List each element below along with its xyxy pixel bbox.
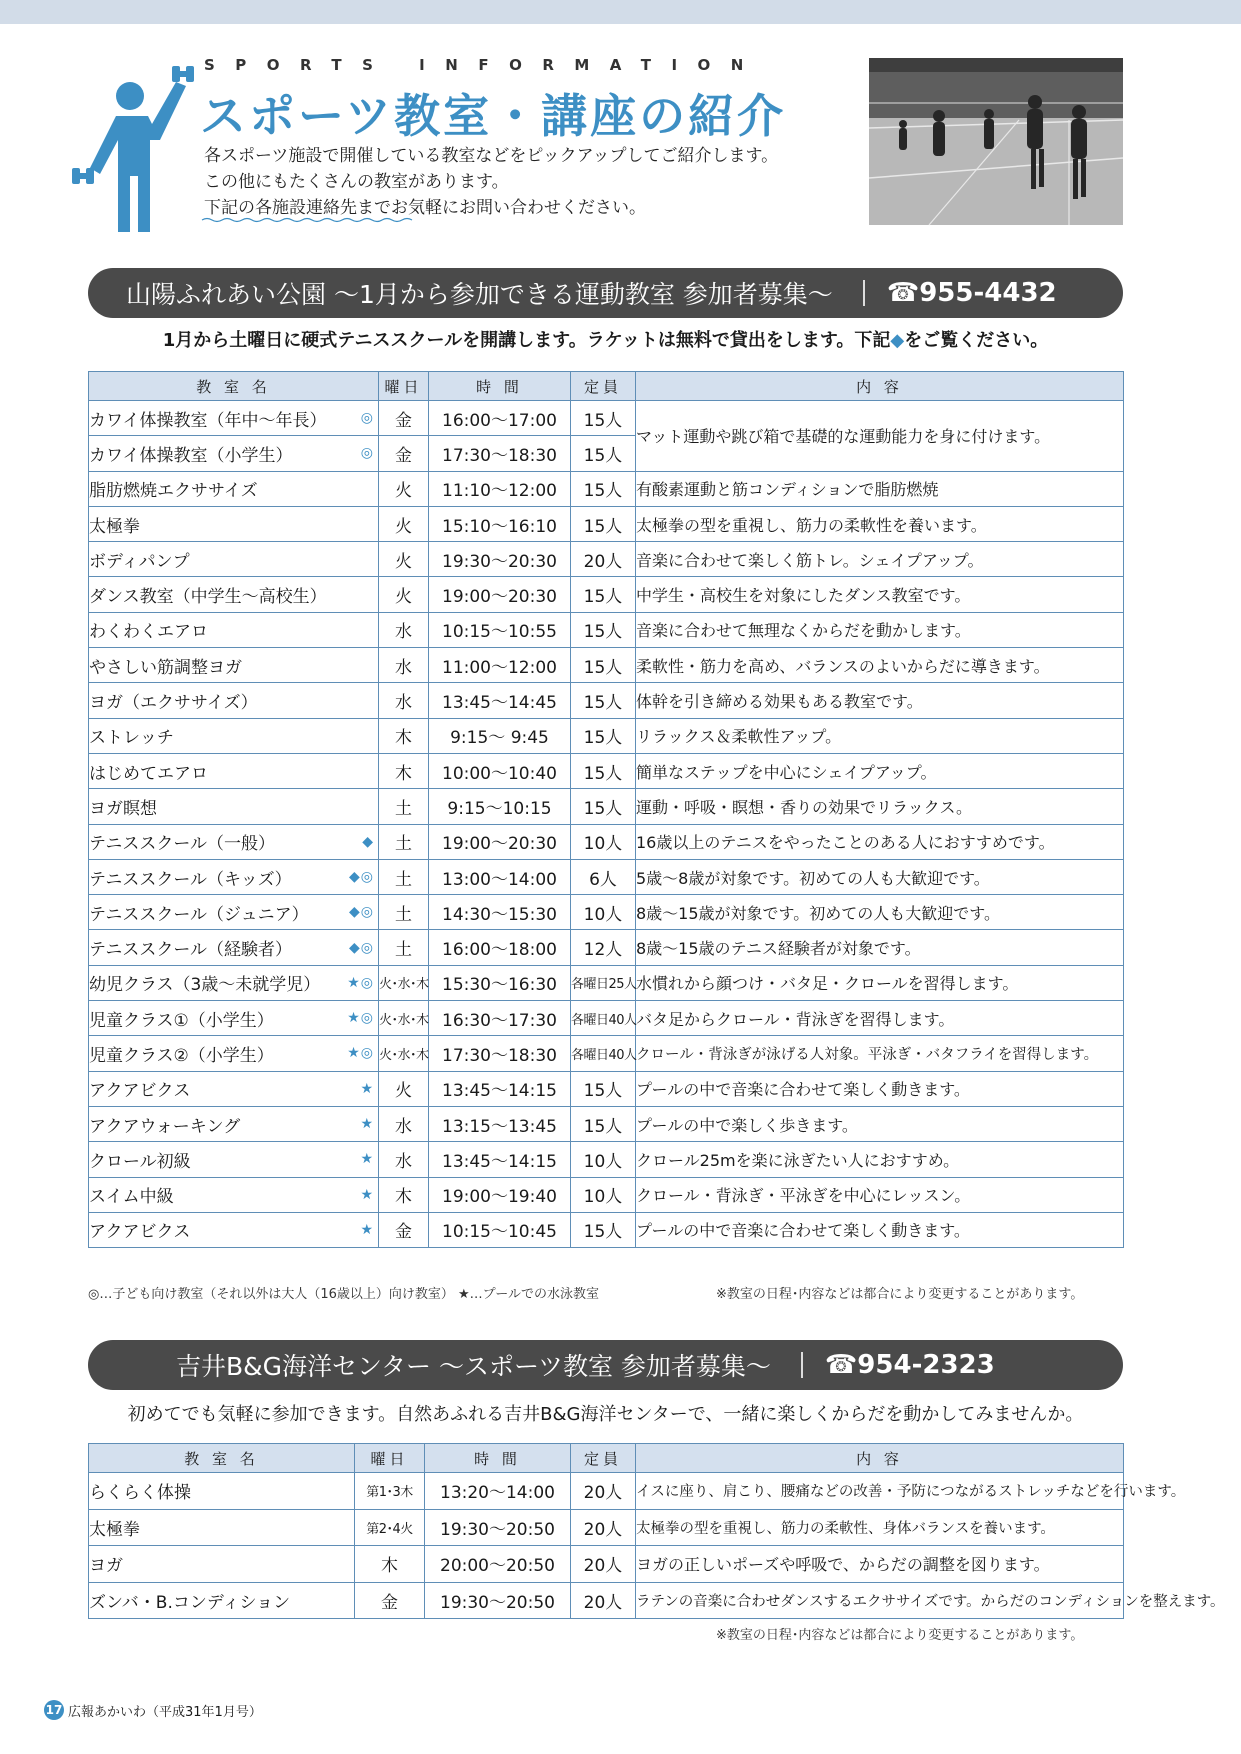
class-description: 音楽に合わせて楽しく筋トレ。シェイプアップ。 (636, 542, 1124, 577)
class-day: 木 (379, 753, 429, 788)
table-row (89, 965, 1124, 1000)
table-row (89, 1473, 1124, 1510)
class-description: 5歳～8歳が対象です。初めての人も大歓迎です。 (636, 859, 1124, 894)
class-name: ストレッチ (89, 728, 174, 749)
class-description: 有酸素運動と筋コンディションで脂肪燃焼 (636, 471, 1124, 506)
class-name-cell (89, 789, 379, 824)
table-row (89, 789, 1124, 824)
table-row (89, 506, 1124, 541)
class-time: 10:15～10:45 (429, 1212, 571, 1247)
class-name-wrap (89, 547, 378, 572)
class-mark: ★ (360, 1080, 374, 1097)
class-day: 第2･4火 (355, 1509, 425, 1546)
class-time: 20:00～20:50 (425, 1546, 571, 1583)
table-row (89, 542, 1124, 577)
class-day: 木 (379, 718, 429, 753)
class-description: 太極拳の型を重視し、筋力の柔軟性を養います。 (636, 506, 1124, 541)
class-name-wrap (89, 476, 378, 501)
class-description: プールの中で楽しく歩きます。 (636, 1106, 1124, 1141)
class-description: 8歳～15歳が対象です。初めての人も大歓迎です。 (636, 895, 1124, 930)
class-capacity: 20人 (571, 1473, 636, 1510)
section1-lead-text-end: をご覧ください。 (904, 330, 1049, 351)
class-name-wrap (89, 1217, 378, 1242)
class-mark: ◆ (362, 833, 374, 850)
section1-title: 山陽ふれあい公園 ～1月から参加できる運動教室 参加者募集～ (126, 280, 833, 309)
class-day: 水 (379, 1142, 429, 1177)
change-note: ※教室の日程･内容などは都合により変更することがあります。 (716, 1628, 1084, 1643)
col-header-name: 教 室 名 (89, 372, 379, 401)
class-name: アクアウォーキング (89, 1116, 241, 1137)
table-row (89, 1582, 1124, 1619)
class-time: 16:00～18:00 (429, 930, 571, 965)
table-row (89, 1142, 1124, 1177)
class-capacity: 10人 (571, 1177, 636, 1212)
class-name-wrap (89, 617, 378, 642)
class-name-cell (89, 1212, 379, 1247)
col-header-name: 教 室 名 (89, 1444, 355, 1473)
banner-separator (801, 1352, 803, 1378)
class-mark: ★ (360, 1151, 374, 1168)
class-day: 火･水･木 (379, 1001, 429, 1036)
table-row (89, 1212, 1124, 1247)
class-name: ヨガ瞑想 (89, 798, 157, 819)
section2-lead: 初めてでも気軽に参加できます。自然あふれる吉井B&G海洋センターで、一緒に楽しくからだを動かしてみませんか。 (127, 1404, 1084, 1425)
class-day: 土 (379, 824, 429, 859)
class-name-wrap (89, 688, 378, 713)
table-row (89, 401, 1124, 436)
class-name: 幼児クラス（3歳～未就学児） (89, 975, 321, 996)
table-row (89, 930, 1124, 965)
class-name: らくらく体操 (89, 1473, 355, 1510)
class-name-cell (89, 718, 379, 753)
class-name-wrap (89, 1041, 378, 1066)
table-row (89, 1071, 1124, 1106)
class-time: 10:15～10:55 (429, 612, 571, 647)
class-name-wrap (89, 829, 378, 854)
class-name-cell (89, 1106, 379, 1141)
class-day: 木 (379, 1177, 429, 1212)
class-name-wrap (89, 653, 378, 678)
class-name-cell (89, 930, 379, 965)
class-capacity: 各曜日40人 (571, 1001, 636, 1036)
class-name: 児童クラス②（小学生） (89, 1045, 274, 1066)
class-name-wrap (89, 582, 378, 607)
class-day: 水 (379, 612, 429, 647)
class-description: 太極拳の型を重視し、筋力の柔軟性、身体バランスを養います。 (636, 1509, 1124, 1546)
class-capacity: 15人 (571, 401, 636, 436)
class-name: はじめてエアロ (89, 763, 208, 784)
table-row (89, 577, 1124, 612)
class-name-cell (89, 824, 379, 859)
page-footer (44, 1700, 262, 1720)
class-name-wrap (89, 935, 378, 960)
class-name: テニススクール（ジュニア） (89, 904, 309, 925)
table-row (89, 753, 1124, 788)
class-capacity: 20人 (571, 542, 636, 577)
class-day: 土 (379, 859, 429, 894)
class-description: プールの中で音楽に合わせて楽しく動きます。 (636, 1212, 1124, 1247)
class-day: 火･水･木 (379, 965, 429, 1000)
section2-phone: ☎954-2323 (824, 1350, 995, 1380)
banner-separator (863, 280, 865, 306)
class-name-wrap (89, 865, 378, 890)
class-day: 土 (379, 789, 429, 824)
class-time: 17:30～18:30 (429, 436, 571, 471)
class-time: 13:45～14:45 (429, 683, 571, 718)
table-row (89, 1177, 1124, 1212)
class-time: 19:00～20:30 (429, 824, 571, 859)
class-name: 太極拳 (89, 1509, 355, 1546)
class-day: 金 (379, 401, 429, 436)
class-name: スイム中級 (89, 1187, 174, 1208)
table-row (89, 1546, 1124, 1583)
class-capacity: 15人 (571, 577, 636, 612)
class-name-cell (89, 683, 379, 718)
class-name-wrap (89, 1006, 378, 1031)
class-name: クロール初級 (89, 1151, 191, 1172)
class-time: 13:20～14:00 (425, 1473, 571, 1510)
section2-table (88, 1443, 1225, 1619)
class-name-wrap (89, 900, 378, 925)
class-name-cell (89, 965, 379, 1000)
class-time: 19:30～20:30 (429, 542, 571, 577)
col-header-content: 内 容 (636, 372, 1124, 401)
class-day: 火 (379, 542, 429, 577)
class-time: 13:15～13:45 (429, 1106, 571, 1141)
intro-line: 下記の各施設連絡先までお気軽にお問い合わせください。 (204, 198, 646, 218)
class-capacity: 15人 (571, 1212, 636, 1247)
class-name-wrap (89, 512, 378, 537)
page-title: スポーツ教室・講座の紹介 (200, 89, 787, 143)
class-time: 15:10～16:10 (429, 506, 571, 541)
class-name-cell (89, 1071, 379, 1106)
class-time: 10:00～10:40 (429, 753, 571, 788)
class-name: やさしい筋調整ヨガ (89, 657, 242, 678)
legend-note: ◎…子ども向け教室（それ以外は大人（16歳以上）向け教室） ★…プールでの水泳教室 (88, 1287, 600, 1302)
class-capacity: 12人 (571, 930, 636, 965)
table-row (89, 1001, 1124, 1036)
class-name: ヨガ（エクササイズ） (89, 693, 258, 714)
table-row (89, 824, 1124, 859)
class-name: ヨガ (89, 1546, 355, 1583)
class-name-wrap (89, 1112, 378, 1137)
table-header-row (89, 372, 1124, 401)
class-capacity: 15人 (571, 789, 636, 824)
diamond-mark: ◆ (890, 330, 905, 351)
class-name-wrap (89, 723, 378, 748)
class-name: 太極拳 (89, 516, 140, 537)
table-row (89, 1106, 1124, 1141)
class-description: 体幹を引き締める効果もある教室です。 (636, 683, 1124, 718)
class-time: 19:30～20:50 (425, 1509, 571, 1546)
class-name-cell (89, 542, 379, 577)
class-time: 19:00～20:30 (429, 577, 571, 612)
class-capacity: 15人 (571, 612, 636, 647)
weightlifter-icon (72, 64, 192, 234)
class-capacity: 15人 (571, 753, 636, 788)
class-name: カワイ体操教室（年中～年長） (89, 410, 327, 431)
class-name-cell (89, 753, 379, 788)
sports-information-kicker: SPORTS INFORMATION (204, 56, 764, 74)
col-header-capacity: 定員 (571, 372, 636, 401)
intro-text (204, 143, 778, 221)
table-header-row (89, 1444, 1124, 1473)
class-time: 15:30～16:30 (429, 965, 571, 1000)
class-mark: ★◎ (347, 1010, 374, 1027)
wavy-underline (202, 217, 412, 223)
col-header-time: 時 間 (429, 372, 571, 401)
class-name-cell (89, 436, 379, 471)
table-row (89, 471, 1124, 506)
class-capacity: 20人 (571, 1582, 636, 1619)
class-time: 19:30～20:50 (425, 1582, 571, 1619)
col-header-capacity: 定員 (571, 1444, 636, 1473)
class-name-cell (89, 1036, 379, 1071)
class-name-cell (89, 401, 379, 436)
class-capacity: 15人 (571, 718, 636, 753)
class-capacity: 6人 (571, 859, 636, 894)
class-name-wrap (89, 759, 378, 784)
gym-photo (869, 58, 1123, 225)
table-row (89, 1036, 1124, 1071)
page-number: 17 (44, 1700, 64, 1720)
class-day: 木 (355, 1546, 425, 1583)
class-description: プールの中で音楽に合わせて楽しく動きます。 (636, 1071, 1124, 1106)
class-description: バタ足からクロール・背泳ぎを習得します。 (636, 1001, 1124, 1036)
class-mark: ◆◎ (349, 869, 374, 885)
table-row (89, 648, 1124, 683)
class-mark: ◆◎ (349, 904, 374, 921)
class-name-cell (89, 577, 379, 612)
class-mark: ★ (360, 1221, 374, 1238)
class-description: クロール・背泳ぎが泳げる人対象。平泳ぎ・バタフライを習得します。 (636, 1036, 1124, 1071)
class-name-wrap (89, 970, 378, 995)
class-description: 水慣れから顔つけ・バタ足・クロールを習得します。 (636, 965, 1124, 1000)
publication-name: 広報あかいわ（平成31年1月号） (68, 1704, 262, 1720)
class-capacity: 20人 (571, 1546, 636, 1583)
class-description: リラックス＆柔軟性アップ。 (636, 718, 1124, 753)
class-name: ズンバ・B.コンディション (89, 1582, 355, 1619)
class-name-wrap (89, 1147, 378, 1172)
class-name: 脂肪燃焼エクササイズ (89, 481, 258, 502)
class-name-wrap (89, 1076, 378, 1101)
class-name-cell (89, 506, 379, 541)
class-mark: ★ (360, 1116, 374, 1133)
class-name-cell (89, 1001, 379, 1036)
class-description: クロール・背泳ぎ・平泳ぎを中心にレッスン。 (636, 1177, 1124, 1212)
class-name-wrap (89, 1182, 378, 1207)
class-description: 運動・呼吸・瞑想・香りの効果でリラックス。 (636, 789, 1124, 824)
class-capacity: 15人 (571, 436, 636, 471)
class-time: 9:15～ 9:45 (429, 718, 571, 753)
class-day: 火 (379, 577, 429, 612)
class-name-cell (89, 859, 379, 894)
table-row (89, 612, 1124, 647)
class-time: 19:00～19:40 (429, 1177, 571, 1212)
class-mark: ◎ (360, 410, 374, 427)
class-time: 14:30～15:30 (429, 895, 571, 930)
table-row (89, 718, 1124, 753)
class-capacity: 15人 (571, 471, 636, 506)
class-day: 金 (379, 436, 429, 471)
class-day: 火･水･木 (379, 1036, 429, 1071)
class-day: 金 (355, 1582, 425, 1619)
class-name: カワイ体操教室（小学生） (89, 445, 293, 466)
class-mark: ◎ (360, 445, 374, 462)
class-description: イスに座り、肩こり、腰痛などの改善・予防につながるストレッチなどを行います。 (636, 1473, 1124, 1510)
class-description: 中学生・高校生を対象にしたダンス教室です。 (636, 577, 1124, 612)
class-description: 16歳以上のテニスをやったことのある人におすすめです。 (636, 824, 1124, 859)
section1-lead (88, 326, 1123, 352)
class-mark: ★◎ (347, 974, 374, 991)
class-name-wrap (89, 794, 378, 819)
class-description: クロール25mを楽に泳ぎたい人におすすめ。 (636, 1142, 1124, 1177)
class-capacity: 各曜日40人 (571, 1036, 636, 1071)
class-time: 11:00～12:00 (429, 648, 571, 683)
table-row (89, 859, 1124, 894)
class-day: 金 (379, 1212, 429, 1247)
section2-banner (88, 1340, 1123, 1390)
class-day: 土 (379, 895, 429, 930)
class-description: 柔軟性・筋力を高め、バランスのよいからだに導きます。 (636, 648, 1124, 683)
class-day: 第1･3木 (355, 1473, 425, 1510)
section1-phone: ☎955-4432 (886, 278, 1057, 308)
col-header-content: 内 容 (636, 1444, 1124, 1473)
class-capacity: 15人 (571, 648, 636, 683)
class-time: 16:30～17:30 (429, 1001, 571, 1036)
class-description: マット運動や跳び箱で基礎的な運動能力を身に付けます。 (636, 401, 1124, 472)
class-name: 児童クラス①（小学生） (89, 1010, 274, 1031)
class-capacity: 15人 (571, 1106, 636, 1141)
col-header-day: 曜日 (379, 372, 429, 401)
intro-line: 各スポーツ施設で開催している教室などをピックアップしてご紹介します。 (204, 146, 779, 166)
class-day: 火 (379, 506, 429, 541)
class-capacity: 各曜日25人 (571, 965, 636, 1000)
class-description: 音楽に合わせて無理なくからだを動かします。 (636, 612, 1124, 647)
col-header-day: 曜日 (355, 1444, 425, 1473)
class-time: 16:00～17:00 (429, 401, 571, 436)
table-row (89, 895, 1124, 930)
class-day: 水 (379, 648, 429, 683)
class-name-cell (89, 612, 379, 647)
intro-line: この他にもたくさんの教室があります。 (204, 172, 509, 192)
col-header-time: 時 間 (425, 1444, 571, 1473)
class-name-wrap (89, 406, 378, 431)
class-description: 8歳～15歳のテニス経験者が対象です。 (636, 930, 1124, 965)
section1-table (88, 371, 1124, 1248)
class-name: アクアビクス (89, 1222, 191, 1243)
class-time: 13:00～14:00 (429, 859, 571, 894)
class-name-cell (89, 895, 379, 930)
class-name-cell (89, 648, 379, 683)
class-capacity: 15人 (571, 506, 636, 541)
class-time: 9:15～10:15 (429, 789, 571, 824)
table-row (89, 1509, 1124, 1546)
class-capacity: 15人 (571, 1071, 636, 1106)
class-mark: ◆◎ (349, 939, 374, 956)
class-name: テニススクール（キッズ） (89, 869, 292, 890)
class-capacity: 10人 (571, 895, 636, 930)
class-capacity: 10人 (571, 824, 636, 859)
class-time: 11:10～12:00 (429, 471, 571, 506)
class-time: 17:30～18:30 (429, 1036, 571, 1071)
table-row (89, 683, 1124, 718)
class-name-cell (89, 1177, 379, 1212)
class-time: 13:45～14:15 (429, 1071, 571, 1106)
class-capacity: 10人 (571, 1142, 636, 1177)
class-name: ボディパンプ (89, 551, 190, 572)
class-name: アクアビクス (89, 1081, 191, 1102)
top-band (0, 0, 1241, 24)
class-mark: ★◎ (347, 1045, 374, 1062)
class-name: わくわくエアロ (89, 622, 208, 643)
class-day: 水 (379, 683, 429, 718)
class-name-wrap (89, 441, 378, 466)
class-name: テニススクール（経験者） (89, 940, 292, 961)
class-description: ヨガの正しいポーズや呼吸で、からだの調整を図ります。 (636, 1546, 1124, 1583)
class-mark: ★ (360, 1186, 374, 1203)
class-capacity: 20人 (571, 1509, 636, 1546)
class-day: 火 (379, 471, 429, 506)
class-name: ダンス教室（中学生～高校生） (89, 587, 327, 608)
class-name-cell (89, 1142, 379, 1177)
section1-lead-text: 1月から土曜日に硬式テニススクールを開講します。ラケットは無料で貸出をします。下記 (162, 330, 891, 351)
class-day: 水 (379, 1106, 429, 1141)
class-day: 土 (379, 930, 429, 965)
section1-banner (88, 268, 1123, 318)
class-time: 13:45～14:15 (429, 1142, 571, 1177)
class-name-cell (89, 471, 379, 506)
class-description: ラテンの音楽に合わせダンスするエクササイズです。からだのコンディションを整えます。 (636, 1582, 1124, 1619)
class-name: テニススクール（一般） (89, 834, 275, 855)
class-day: 火 (379, 1071, 429, 1106)
class-capacity: 15人 (571, 683, 636, 718)
section2-title: 吉井B&G海洋センター ～スポーツ教室 参加者募集～ (176, 1352, 771, 1381)
change-note: ※教室の日程･内容などは都合により変更することがあります。 (716, 1287, 1084, 1302)
class-description: 簡単なステップを中心にシェイプアップ。 (636, 753, 1124, 788)
